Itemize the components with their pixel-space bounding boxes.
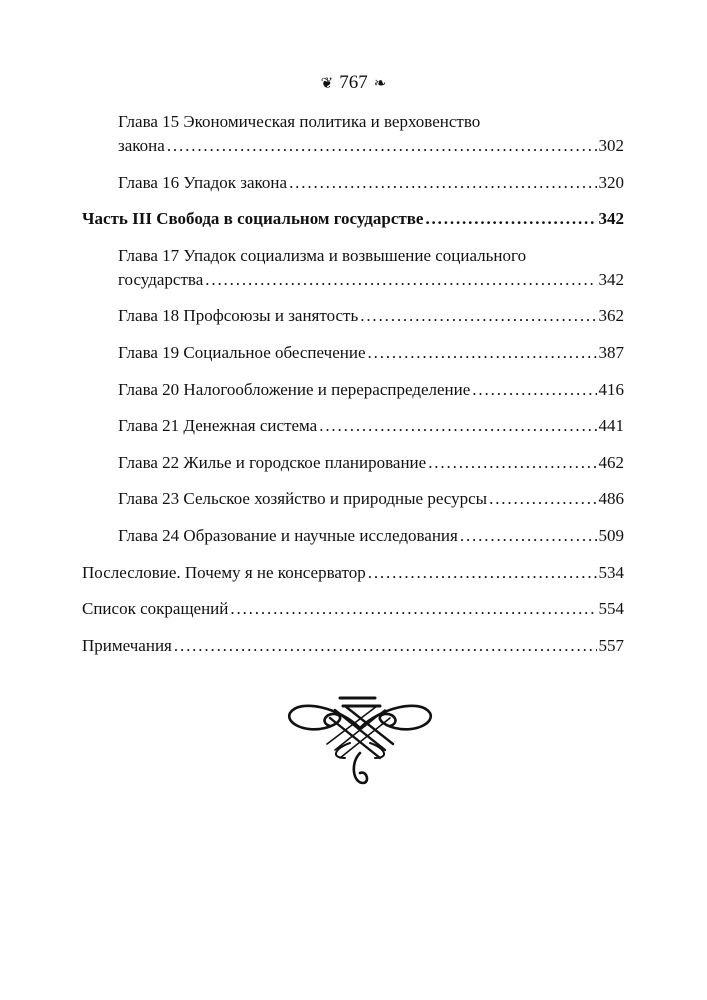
page-number: 767 <box>339 72 368 93</box>
toc-entry-title: Глава 24 Образование и научные исследования <box>118 525 458 545</box>
dot-leader <box>289 171 596 195</box>
toc-entry-title: Часть III Свобода в социальном государстве <box>82 209 424 229</box>
decorative-ornament <box>285 688 435 788</box>
table-of-contents <box>82 110 624 670</box>
toc-page-number: 554 <box>598 599 624 619</box>
toc-entry[interactable] <box>82 244 624 292</box>
dot-leader <box>174 634 597 658</box>
toc-page-number: 302 <box>598 136 624 155</box>
toc-entry[interactable] <box>82 171 624 195</box>
toc-page-number: 362 <box>598 306 624 326</box>
toc-page-number: 387 <box>598 342 624 362</box>
left-fleuron-icon: ❦ <box>320 76 334 92</box>
toc-entry[interactable] <box>82 414 624 438</box>
dot-leader <box>230 597 596 621</box>
right-fleuron-icon: ❧ <box>373 76 387 92</box>
toc-page-number: 342 <box>598 269 624 289</box>
toc-entry-title: Глава 18 Профсоюзы и занятость <box>118 306 359 326</box>
toc-entry-title: Глава 20 Налогообложение и перераспределение <box>118 379 471 399</box>
toc-entry-title: Глава 22 Жилье и городское планирование <box>118 452 427 472</box>
dot-leader <box>428 451 596 475</box>
toc-entry-title: Послесловие. Почему я не консерватор <box>82 562 366 582</box>
toc-entry[interactable] <box>82 207 624 231</box>
dot-leader <box>360 304 596 328</box>
toc-entry[interactable] <box>82 634 624 658</box>
toc-entry[interactable] <box>82 110 624 158</box>
toc-entry-title: государства <box>118 269 204 289</box>
toc-page-number: 320 <box>598 172 624 192</box>
toc-entry-title: Глава 19 Социальное обеспечение <box>118 342 366 362</box>
page-header <box>0 72 707 94</box>
toc-entry[interactable] <box>82 341 624 365</box>
toc-entry-title: Глава 21 Денежная система <box>118 416 318 436</box>
toc-page-number: 342 <box>598 209 624 229</box>
toc-entry-title: Глава 23 Сельское хозяйство и природные ресурсы <box>118 489 488 509</box>
toc-entry[interactable] <box>82 378 624 402</box>
toc-entry[interactable] <box>82 524 624 548</box>
toc-entry[interactable] <box>82 597 624 621</box>
toc-entry[interactable] <box>82 304 624 328</box>
toc-page-number: 534 <box>598 562 624 582</box>
dot-leader <box>472 378 596 402</box>
dot-leader <box>368 561 597 585</box>
toc-page-number: 557 <box>598 635 624 655</box>
toc-page-number: 509 <box>598 525 624 545</box>
dot-leader <box>460 524 597 548</box>
dot-leader <box>425 207 596 231</box>
toc-entry-title: Примечания <box>82 635 172 655</box>
toc-page-number: 486 <box>598 489 624 509</box>
toc-entry-title-line: Глава 17 Упадок социализма и возвышение социального <box>118 245 527 265</box>
toc-entry-title-line: Глава 15 Экономическая политика и верховенство <box>118 112 481 131</box>
toc-entry-title: Глава 16 Упадок закона <box>118 172 288 192</box>
dot-leader <box>167 134 597 158</box>
dot-leader <box>205 268 596 292</box>
toc-entry[interactable] <box>82 487 624 511</box>
toc-entry-title: закона <box>118 136 165 155</box>
toc-page-number: 441 <box>598 416 624 436</box>
dot-leader <box>489 487 596 511</box>
toc-page-number: 416 <box>598 379 624 399</box>
toc-entry[interactable] <box>82 451 624 475</box>
toc-entry[interactable] <box>82 561 624 585</box>
toc-entry-title: Список сокращений <box>82 599 229 619</box>
toc-page-number: 462 <box>598 452 624 472</box>
dot-leader <box>319 414 596 438</box>
dot-leader <box>368 341 597 365</box>
